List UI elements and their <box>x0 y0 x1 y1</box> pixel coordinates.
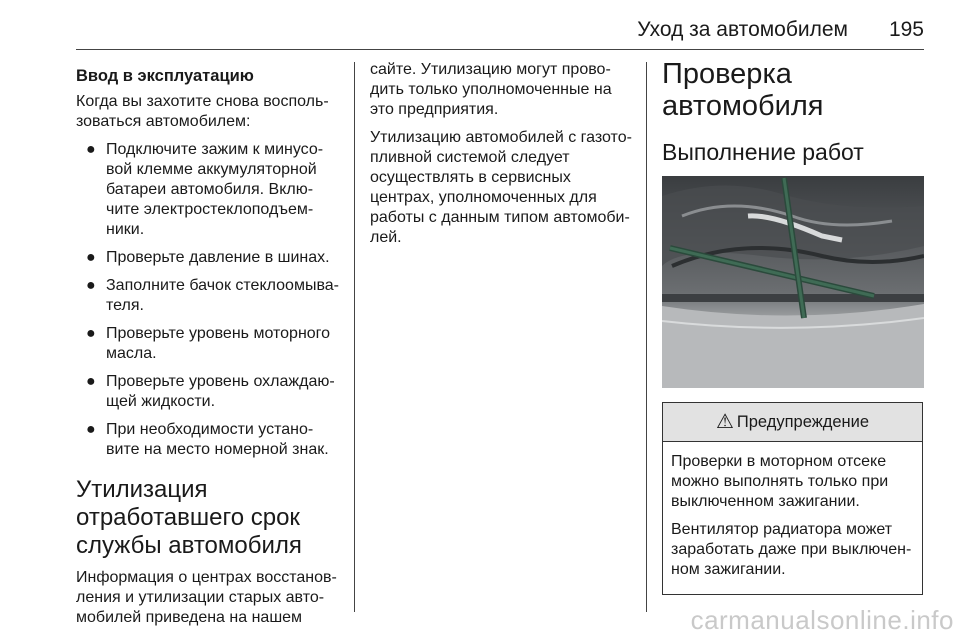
disposal-paragraph: Информация о центрах восстанов- ления и утилизации старых авто- мобилей приведена на нашем <box>76 569 337 626</box>
engine-bay-photo <box>662 176 924 388</box>
list-item: ● Заполните бачок стеклоомыва- теля. <box>86 277 339 314</box>
watermark: carmanualsonline.info <box>690 605 954 635</box>
bullet-icon: ● <box>86 141 96 158</box>
list-item: ● Проверьте давление в шинах. <box>86 249 330 266</box>
column-divider <box>354 62 355 612</box>
list-item: ● Подключите зажим к минусо- вой клемме аккумуляторной батареи автомобиля. Вклю- чите электростеклоподъем- ники. <box>86 141 324 238</box>
paragraph-gas-vehicles: Утилизацию автомобилей с газото- пливной системой следует осуществлять в сервисных центрах, уполномоченных для работы с данным типом автомоби- лей. <box>370 129 632 246</box>
page-header <box>76 14 924 50</box>
paragraph-continued: сайте. Утилизацию могут прово- дить только уполномоченные на это предприятия. <box>370 61 612 118</box>
page-number: 195 <box>888 18 924 41</box>
warning-box <box>662 402 923 595</box>
column-right <box>662 60 924 595</box>
warning-body <box>663 442 922 594</box>
section-title: Уход за автомобилем <box>637 18 848 41</box>
list-item: ● Проверьте уровень моторного масла. <box>86 325 331 362</box>
column-left <box>76 60 342 636</box>
bullet-icon: ● <box>86 277 96 294</box>
page-section-title: Проверка автомобиля <box>662 58 824 122</box>
list-item: ● Проверьте уровень охлаждаю- щей жидкости. <box>86 373 335 410</box>
intro-paragraph: Когда вы захотите снова восполь- зоваться автомобилем: <box>76 93 329 130</box>
checklist <box>76 140 342 460</box>
warning-triangle-icon: ⚠ <box>715 411 734 433</box>
column-middle <box>370 60 636 256</box>
bullet-icon: ● <box>86 249 96 266</box>
warning-paragraph: Вентилятор радиатора может заработать даже при выключен- ном зажигании. <box>671 521 912 578</box>
heading-disposal: Утилизация отработавшего срок службы автомобиля <box>76 476 302 559</box>
header-rule <box>76 49 924 50</box>
subsection-title: Выполнение работ <box>662 139 864 165</box>
warning-header <box>663 403 922 442</box>
warning-paragraph: Проверки в моторном отсеке можно выполнять только при выключенном зажигании. <box>671 453 889 510</box>
list-item: ● При необходимости устано- вите на место номерной знак. <box>86 421 329 458</box>
bullet-icon: ● <box>86 421 96 438</box>
heading-recommissioning: Ввод в эксплуатацию <box>76 67 254 85</box>
warning-label: Предупреждение <box>736 413 870 431</box>
column-divider <box>646 62 647 612</box>
bullet-icon: ● <box>86 373 96 390</box>
bullet-icon: ● <box>86 325 96 342</box>
